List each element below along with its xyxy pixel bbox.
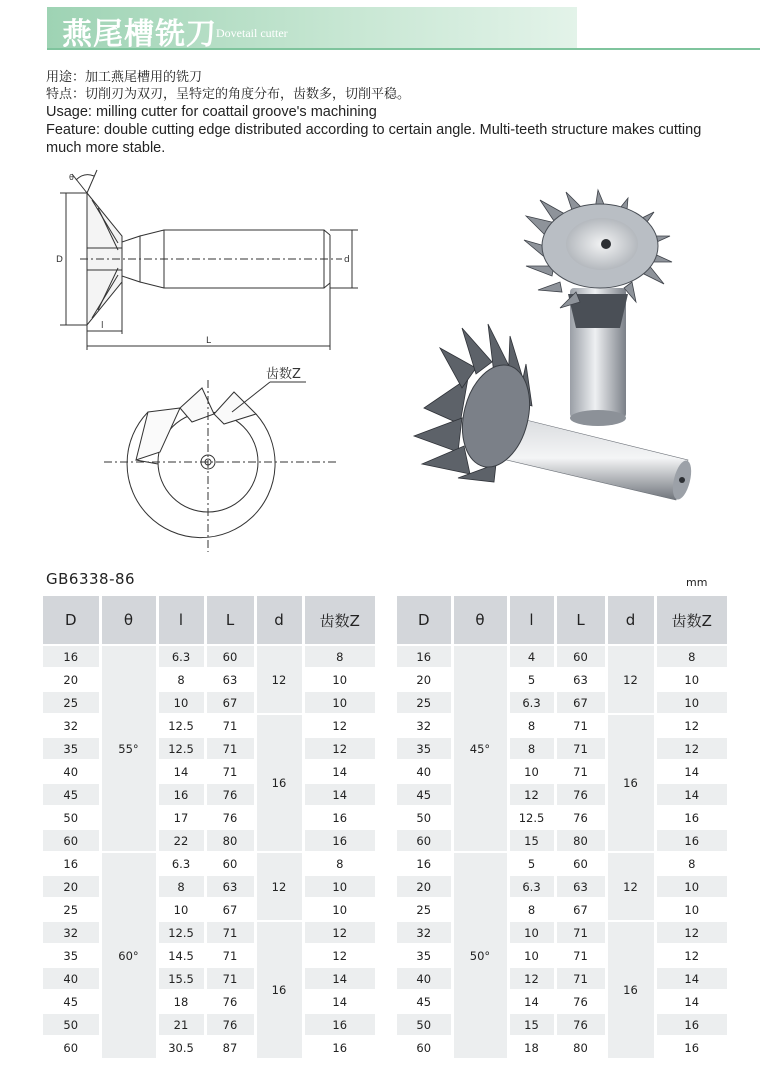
col-header-L: L [555, 596, 606, 645]
cell-D: 40 [397, 760, 452, 783]
cell-D: 45 [43, 783, 100, 806]
col-header-D: D [43, 596, 100, 645]
standard-code: GB6338-86 [46, 570, 136, 588]
cell-Z: 8 [655, 645, 727, 668]
cell-D: 50 [43, 806, 100, 829]
cell-l: 12 [508, 967, 555, 990]
usage-en: Usage: milling cutter for coattail groove's machining [46, 104, 377, 120]
cell-D: 16 [43, 852, 100, 875]
cell-l: 17 [157, 806, 205, 829]
table-row [397, 668, 727, 691]
cell-Z: 10 [303, 668, 375, 691]
col-header-theta: θ [452, 596, 508, 645]
cell-Z: 12 [303, 737, 375, 760]
cell-l: 22 [157, 829, 205, 852]
cell-L: 76 [205, 1013, 255, 1036]
col-header-d: d [255, 596, 303, 645]
cell-d: 12 [606, 852, 655, 921]
col-header-D: D [397, 596, 452, 645]
cell-Z: 16 [655, 1036, 727, 1058]
cell-Z: 8 [303, 852, 375, 875]
cell-l: 15.5 [157, 967, 205, 990]
cell-L: 80 [205, 829, 255, 852]
cell-L: 87 [205, 1036, 255, 1058]
table-row [397, 806, 727, 829]
cell-Z: 12 [655, 714, 727, 737]
label-L: L [206, 336, 212, 346]
col-header-theta: θ [100, 596, 157, 645]
cell-d: 12 [255, 645, 303, 714]
table-row [43, 1013, 375, 1036]
cell-D: 20 [43, 668, 100, 691]
cell-Z: 14 [303, 760, 375, 783]
label-theta: θ [69, 173, 74, 182]
cell-D: 50 [397, 1013, 452, 1036]
cell-L: 63 [205, 668, 255, 691]
cell-l: 16 [157, 783, 205, 806]
cell-D: 50 [43, 1013, 100, 1036]
cell-D: 60 [43, 1036, 100, 1058]
table-row [397, 898, 727, 921]
cell-D: 35 [43, 944, 100, 967]
product-photo [400, 178, 700, 538]
table-row [43, 829, 375, 852]
cell-L: 71 [205, 760, 255, 783]
cell-L: 60 [555, 645, 606, 668]
cell-L: 76 [205, 783, 255, 806]
cell-Z: 14 [655, 760, 727, 783]
cell-D: 25 [43, 691, 100, 714]
cell-Z: 16 [303, 1013, 375, 1036]
cell-Z: 14 [655, 967, 727, 990]
cell-L: 71 [205, 737, 255, 760]
cell-l: 14.5 [157, 944, 205, 967]
cell-L: 71 [555, 714, 606, 737]
cell-theta: 55° [100, 645, 157, 852]
cell-L: 80 [555, 829, 606, 852]
table-row [43, 944, 375, 967]
label-d: d [344, 255, 350, 265]
cell-L: 63 [555, 875, 606, 898]
table-row [397, 714, 727, 737]
cell-l: 30.5 [157, 1036, 205, 1058]
cell-L: 63 [555, 668, 606, 691]
cell-L: 71 [555, 967, 606, 990]
cell-Z: 14 [303, 783, 375, 806]
table-row [397, 645, 727, 668]
cell-Z: 8 [655, 852, 727, 875]
cell-d: 16 [606, 714, 655, 852]
cell-D: 20 [397, 875, 452, 898]
table-row [43, 714, 375, 737]
cell-Z: 12 [303, 944, 375, 967]
cell-Z: 8 [303, 645, 375, 668]
cell-Z: 14 [655, 783, 727, 806]
cell-l: 15 [508, 1013, 555, 1036]
cell-l: 12 [508, 783, 555, 806]
table-row [43, 1036, 375, 1058]
cell-D: 32 [43, 714, 100, 737]
table-row [397, 852, 727, 875]
cell-l: 21 [157, 1013, 205, 1036]
cell-Z: 16 [655, 1013, 727, 1036]
cell-d: 16 [255, 714, 303, 852]
cell-D: 35 [397, 737, 452, 760]
cell-D: 25 [43, 898, 100, 921]
page-title: 燕尾槽铣刀 [62, 17, 217, 52]
cell-Z: 16 [303, 806, 375, 829]
cell-D: 20 [397, 668, 452, 691]
cell-D: 60 [397, 829, 452, 852]
cell-theta: 45° [452, 645, 508, 852]
table-row [43, 645, 375, 668]
table-row [397, 737, 727, 760]
cell-L: 76 [205, 806, 255, 829]
cell-Z: 14 [303, 967, 375, 990]
cell-l: 18 [157, 990, 205, 1013]
table-header-row [43, 596, 375, 645]
cell-Z: 10 [303, 875, 375, 898]
front-view-drawing [96, 362, 372, 562]
cell-l: 5 [508, 668, 555, 691]
table-row [397, 990, 727, 1013]
cell-L: 76 [205, 990, 255, 1013]
cell-Z: 12 [303, 921, 375, 944]
cell-l: 4 [508, 645, 555, 668]
cell-Z: 10 [655, 875, 727, 898]
cell-l: 8 [508, 714, 555, 737]
cell-D: 60 [43, 829, 100, 852]
cell-L: 71 [205, 967, 255, 990]
table-row [43, 668, 375, 691]
table-row [397, 944, 727, 967]
cell-Z: 14 [655, 990, 727, 1013]
cell-l: 5 [508, 852, 555, 875]
col-header-l: l [508, 596, 555, 645]
cell-Z: 16 [303, 1036, 375, 1058]
cell-D: 45 [43, 990, 100, 1013]
cell-Z: 12 [303, 714, 375, 737]
cell-D: 32 [43, 921, 100, 944]
cell-D: 16 [43, 645, 100, 668]
cell-L: 60 [555, 852, 606, 875]
cell-L: 67 [555, 898, 606, 921]
cell-l: 12.5 [508, 806, 555, 829]
cell-l: 15 [508, 829, 555, 852]
cell-L: 76 [555, 806, 606, 829]
table-row [43, 783, 375, 806]
col-header-Z: 齿数Z [303, 596, 375, 645]
cell-l: 6.3 [157, 645, 205, 668]
cell-L: 71 [205, 921, 255, 944]
cell-l: 10 [508, 921, 555, 944]
cell-l: 12.5 [157, 737, 205, 760]
table-row [397, 691, 727, 714]
cell-D: 45 [397, 783, 452, 806]
cell-Z: 10 [303, 898, 375, 921]
cell-L: 71 [555, 921, 606, 944]
spec-table-left [43, 596, 375, 1058]
cell-l: 8 [508, 737, 555, 760]
cell-L: 71 [555, 944, 606, 967]
cell-L: 76 [555, 783, 606, 806]
col-header-d: d [606, 596, 655, 645]
cell-Z: 16 [655, 806, 727, 829]
cell-l: 8 [508, 898, 555, 921]
cell-Z: 10 [303, 691, 375, 714]
cell-l: 12.5 [157, 921, 205, 944]
table-row [43, 898, 375, 921]
table-row [43, 852, 375, 875]
cell-L: 71 [205, 714, 255, 737]
table-row [397, 921, 727, 944]
col-header-L: L [205, 596, 255, 645]
table-row [397, 875, 727, 898]
cell-l: 12.5 [157, 714, 205, 737]
cell-l: 6.3 [508, 691, 555, 714]
cell-l: 10 [508, 760, 555, 783]
table-row [43, 691, 375, 714]
table-header-row [397, 596, 727, 645]
cell-D: 40 [397, 967, 452, 990]
cell-theta: 50° [452, 852, 508, 1058]
cell-D: 25 [397, 898, 452, 921]
table-row [397, 783, 727, 806]
unit-label: mm [686, 576, 708, 589]
cell-D: 16 [397, 852, 452, 875]
cell-Z: 10 [655, 898, 727, 921]
feature-en: Feature: double cutting edge distributed according to certain angle. Multi-teeth structure makes cutting much more stable. [46, 122, 702, 156]
cell-L: 67 [555, 691, 606, 714]
table-row [43, 737, 375, 760]
cell-l: 10 [157, 898, 205, 921]
cell-l: 14 [508, 990, 555, 1013]
cell-L: 67 [205, 691, 255, 714]
feature-cn: 特点：切削刃为双刃，呈特定的角度分布，齿数多，切削平稳。 [46, 87, 411, 102]
table-row [43, 967, 375, 990]
cell-l: 8 [157, 875, 205, 898]
cell-D: 16 [397, 645, 452, 668]
cell-Z: 16 [655, 829, 727, 852]
label-l: l [101, 321, 104, 331]
cell-D: 25 [397, 691, 452, 714]
table-row [43, 921, 375, 944]
table-row [43, 990, 375, 1013]
cell-D: 40 [43, 760, 100, 783]
usage-cn: 用途：加工燕尾槽用的铣刀 [46, 70, 203, 85]
page-subtitle: Dovetail cutter [216, 26, 288, 40]
cell-D: 20 [43, 875, 100, 898]
cell-l: 18 [508, 1036, 555, 1058]
cell-Z: 10 [655, 668, 727, 691]
label-teeth-count: 齿数Z [266, 367, 301, 382]
cell-theta: 60° [100, 852, 157, 1058]
cell-D: 45 [397, 990, 452, 1013]
intro-text [46, 69, 736, 157]
cell-L: 60 [205, 645, 255, 668]
cell-L: 71 [555, 737, 606, 760]
table-row [43, 875, 375, 898]
cell-Z: 12 [655, 921, 727, 944]
cell-l: 10 [157, 691, 205, 714]
table-row [397, 1013, 727, 1036]
col-header-l: l [157, 596, 205, 645]
side-view-drawing [52, 168, 370, 358]
cell-L: 63 [205, 875, 255, 898]
cell-l: 6.3 [157, 852, 205, 875]
table-row [397, 1036, 727, 1058]
cell-L: 60 [205, 852, 255, 875]
table-row [43, 760, 375, 783]
cell-D: 32 [397, 921, 452, 944]
cell-l: 8 [157, 668, 205, 691]
cell-l: 10 [508, 944, 555, 967]
table-row [397, 829, 727, 852]
cell-Z: 10 [655, 691, 727, 714]
cell-L: 71 [205, 944, 255, 967]
cell-L: 76 [555, 1013, 606, 1036]
cell-d: 12 [255, 852, 303, 921]
cell-D: 32 [397, 714, 452, 737]
cell-d: 16 [606, 921, 655, 1058]
cell-d: 16 [255, 921, 303, 1058]
cell-D: 35 [397, 944, 452, 967]
cell-Z: 16 [303, 829, 375, 852]
cell-d: 12 [606, 645, 655, 714]
cell-l: 6.3 [508, 875, 555, 898]
table-row [43, 806, 375, 829]
cell-D: 35 [43, 737, 100, 760]
cell-D: 40 [43, 967, 100, 990]
cell-L: 76 [555, 990, 606, 1013]
cell-L: 67 [205, 898, 255, 921]
spec-table-right [397, 596, 727, 1058]
col-header-Z: 齿数Z [655, 596, 727, 645]
cell-L: 80 [555, 1036, 606, 1058]
cell-Z: 12 [655, 737, 727, 760]
table-row [397, 760, 727, 783]
cell-L: 71 [555, 760, 606, 783]
label-D: D [56, 255, 63, 265]
cell-D: 60 [397, 1036, 452, 1058]
cell-Z: 14 [303, 990, 375, 1013]
table-row [397, 967, 727, 990]
cell-Z: 12 [655, 944, 727, 967]
cell-D: 50 [397, 806, 452, 829]
cell-l: 14 [157, 760, 205, 783]
